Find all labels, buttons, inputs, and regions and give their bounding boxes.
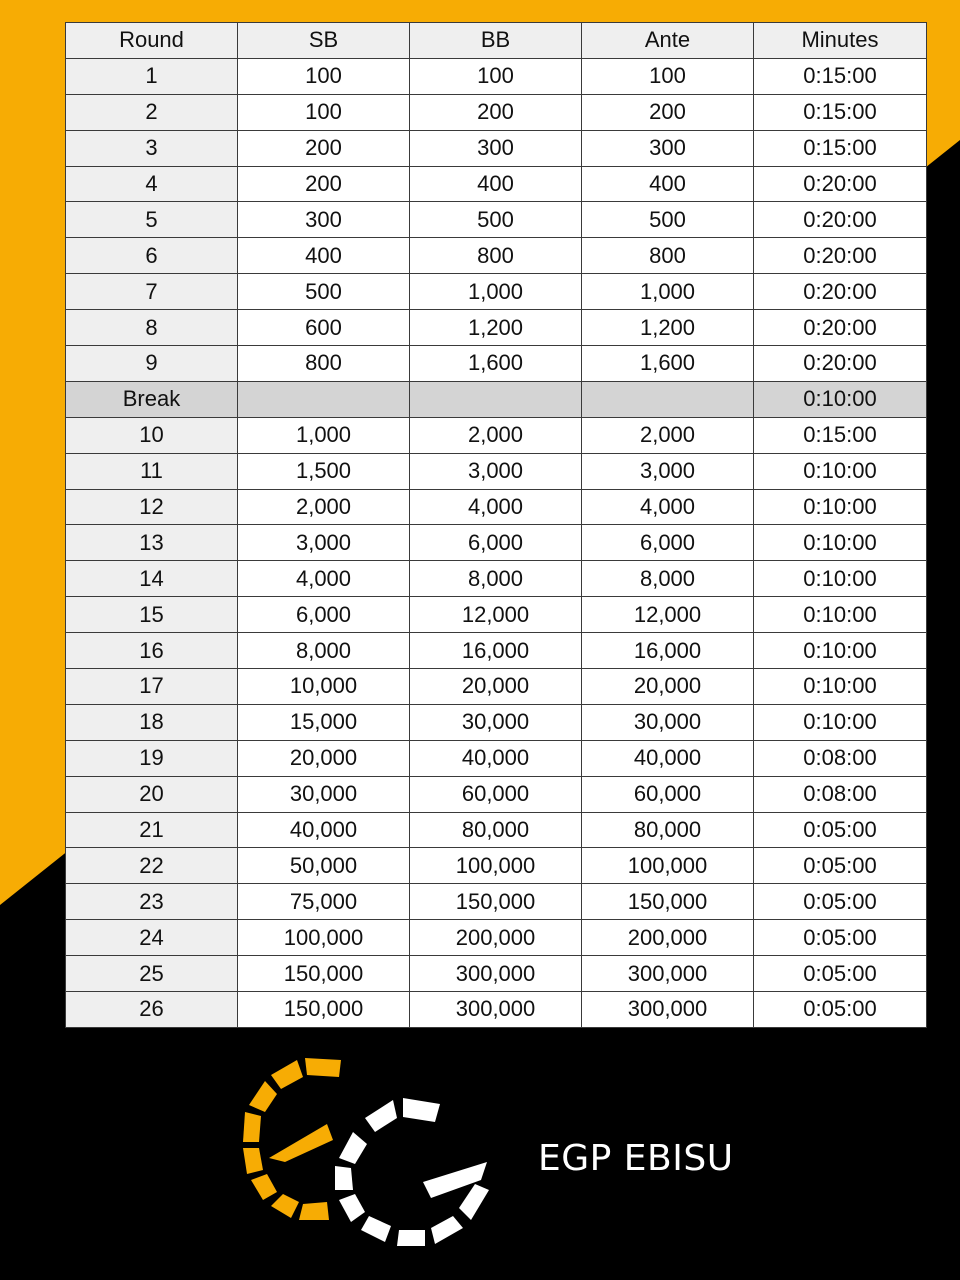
cell-sb: 2,000 [238,489,410,525]
table-row [66,417,927,453]
cell-bb: 300,000 [410,992,582,1028]
cell-round: 18 [66,704,238,740]
cell-ante: 100 [582,58,754,94]
cell-minutes: 0:10:00 [754,597,927,633]
cell-ante: 80,000 [582,812,754,848]
cell-sb: 15,000 [238,704,410,740]
table-row [66,597,927,633]
cell-round: 2 [66,94,238,130]
column-header-minutes: Minutes [754,23,927,59]
cell-bb [410,381,582,417]
table-row [66,346,927,382]
cell-sb: 4,000 [238,561,410,597]
cell-round: 17 [66,669,238,705]
cell-round: 8 [66,310,238,346]
cell-round: 5 [66,202,238,238]
cell-bb: 16,000 [410,633,582,669]
cell-ante: 8,000 [582,561,754,597]
cell-round: 25 [66,956,238,992]
cell-bb: 300 [410,130,582,166]
cell-ante: 20,000 [582,669,754,705]
cell-ante: 4,000 [582,489,754,525]
cell-round: 14 [66,561,238,597]
cell-minutes: 0:10:00 [754,525,927,561]
cell-round: 22 [66,848,238,884]
cell-ante: 200 [582,94,754,130]
cell-minutes: 0:05:00 [754,812,927,848]
cell-sb [238,381,410,417]
cell-minutes: 0:15:00 [754,130,927,166]
cell-minutes: 0:10:00 [754,453,927,489]
cell-sb: 300 [238,202,410,238]
cell-round: 4 [66,166,238,202]
table-header-row [66,23,927,59]
table-row [66,561,927,597]
cell-sb: 100 [238,58,410,94]
cell-bb: 200,000 [410,920,582,956]
cell-ante: 12,000 [582,597,754,633]
cell-sb: 150,000 [238,956,410,992]
cell-sb: 20,000 [238,740,410,776]
table-row [66,740,927,776]
table-row [66,669,927,705]
table-row [66,848,927,884]
cell-sb: 800 [238,346,410,382]
cell-sb: 100 [238,94,410,130]
cell-minutes: 0:05:00 [754,920,927,956]
cell-bb: 6,000 [410,525,582,561]
cell-minutes: 0:20:00 [754,346,927,382]
cell-minutes: 0:20:00 [754,274,927,310]
cell-minutes: 0:20:00 [754,310,927,346]
cell-round: 21 [66,812,238,848]
cell-round: Break [66,381,238,417]
cell-ante: 100,000 [582,848,754,884]
cell-sb: 10,000 [238,669,410,705]
table-row [66,310,927,346]
cell-bb: 800 [410,238,582,274]
cell-ante: 500 [582,202,754,238]
cell-bb: 150,000 [410,884,582,920]
cell-sb: 40,000 [238,812,410,848]
table-row [66,453,927,489]
cell-bb: 8,000 [410,561,582,597]
cell-minutes: 0:10:00 [754,704,927,740]
cell-bb: 80,000 [410,812,582,848]
cell-round: 13 [66,525,238,561]
blind-structure-table [65,22,927,1028]
table-body [66,58,927,1027]
cell-minutes: 0:08:00 [754,776,927,812]
brand-name: EGP EBISU [538,1138,734,1179]
cell-minutes: 0:10:00 [754,489,927,525]
table-row [66,776,927,812]
cell-bb: 100 [410,58,582,94]
table-row [66,94,927,130]
cell-sb: 75,000 [238,884,410,920]
cell-bb: 12,000 [410,597,582,633]
table-row [66,812,927,848]
cell-sb: 150,000 [238,992,410,1028]
cell-sb: 8,000 [238,633,410,669]
cell-ante: 30,000 [582,704,754,740]
cell-ante: 200,000 [582,920,754,956]
column-header-bb: BB [410,23,582,59]
cell-round: 1 [66,58,238,94]
cell-ante: 150,000 [582,884,754,920]
cell-bb: 100,000 [410,848,582,884]
cell-round: 6 [66,238,238,274]
cell-ante: 3,000 [582,453,754,489]
cell-ante: 300,000 [582,956,754,992]
cell-minutes: 0:20:00 [754,166,927,202]
cell-minutes: 0:10:00 [754,381,927,417]
table-row [66,130,927,166]
cell-round: 11 [66,453,238,489]
egp-logo [235,1050,505,1265]
cell-ante [582,381,754,417]
table-row [66,704,927,740]
table-row [66,238,927,274]
cell-sb: 3,000 [238,525,410,561]
column-header-ante: Ante [582,23,754,59]
cell-round: 23 [66,884,238,920]
table-row [66,166,927,202]
cell-ante: 60,000 [582,776,754,812]
cell-bb: 3,000 [410,453,582,489]
cell-round: 12 [66,489,238,525]
table-row [66,489,927,525]
table-row [66,202,927,238]
cell-bb: 1,600 [410,346,582,382]
cell-round: 20 [66,776,238,812]
cell-minutes: 0:20:00 [754,202,927,238]
cell-round: 10 [66,417,238,453]
cell-minutes: 0:08:00 [754,740,927,776]
cell-round: 19 [66,740,238,776]
cell-ante: 300 [582,130,754,166]
cell-bb: 60,000 [410,776,582,812]
cell-bb: 300,000 [410,956,582,992]
cell-minutes: 0:15:00 [754,58,927,94]
cell-ante: 1,200 [582,310,754,346]
cell-ante: 1,600 [582,346,754,382]
table-row [66,956,927,992]
cell-round: 15 [66,597,238,633]
cell-sb: 200 [238,130,410,166]
cell-sb: 600 [238,310,410,346]
cell-sb: 50,000 [238,848,410,884]
table-row [66,992,927,1028]
table-row [66,58,927,94]
cell-sb: 6,000 [238,597,410,633]
cell-minutes: 0:05:00 [754,992,927,1028]
cell-bb: 400 [410,166,582,202]
table-row [66,274,927,310]
cell-round: 7 [66,274,238,310]
cell-ante: 300,000 [582,992,754,1028]
column-header-sb: SB [238,23,410,59]
cell-ante: 1,000 [582,274,754,310]
cell-minutes: 0:05:00 [754,848,927,884]
cell-round: 16 [66,633,238,669]
table-row [66,633,927,669]
cell-bb: 1,200 [410,310,582,346]
cell-minutes: 0:10:00 [754,561,927,597]
cell-round: 9 [66,346,238,382]
cell-ante: 6,000 [582,525,754,561]
cell-sb: 1,000 [238,417,410,453]
cell-ante: 40,000 [582,740,754,776]
cell-sb: 1,500 [238,453,410,489]
cell-bb: 40,000 [410,740,582,776]
column-header-round: Round [66,23,238,59]
cell-ante: 800 [582,238,754,274]
cell-minutes: 0:10:00 [754,669,927,705]
cell-minutes: 0:15:00 [754,417,927,453]
cell-bb: 4,000 [410,489,582,525]
cell-minutes: 0:05:00 [754,884,927,920]
cell-bb: 200 [410,94,582,130]
cell-minutes: 0:15:00 [754,94,927,130]
cell-bb: 30,000 [410,704,582,740]
cell-round: 3 [66,130,238,166]
cell-ante: 2,000 [582,417,754,453]
cell-minutes: 0:10:00 [754,633,927,669]
cell-minutes: 0:05:00 [754,956,927,992]
cell-ante: 400 [582,166,754,202]
cell-bb: 20,000 [410,669,582,705]
cell-sb: 100,000 [238,920,410,956]
cell-round: 26 [66,992,238,1028]
cell-round: 24 [66,920,238,956]
break-row [66,381,927,417]
cell-bb: 2,000 [410,417,582,453]
cell-minutes: 0:20:00 [754,238,927,274]
table-row [66,884,927,920]
cell-sb: 500 [238,274,410,310]
table-row [66,920,927,956]
cell-sb: 30,000 [238,776,410,812]
cell-bb: 1,000 [410,274,582,310]
cell-sb: 400 [238,238,410,274]
table-row [66,525,927,561]
logo-g-mark [335,1098,489,1246]
cell-ante: 16,000 [582,633,754,669]
logo-e-mark [243,1058,341,1220]
cell-bb: 500 [410,202,582,238]
cell-sb: 200 [238,166,410,202]
